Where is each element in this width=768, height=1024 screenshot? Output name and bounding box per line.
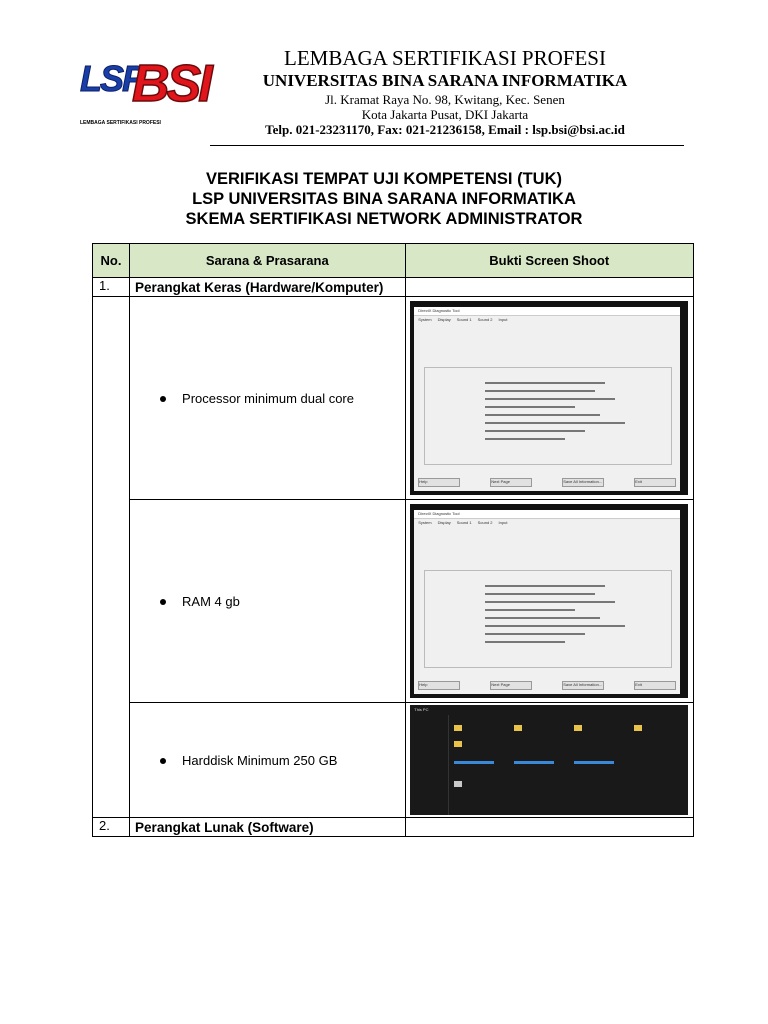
address-line-2: Kota Jakarta Pusat, DKI Jakarta (361, 107, 529, 122)
header-no: No. (93, 244, 130, 278)
doc-title-line-2: LSP UNIVERSITAS BINA SARANA INFORMATIKA (192, 190, 576, 208)
table-row (93, 500, 694, 703)
header-facility: Sarana & Prasarana (130, 244, 405, 278)
table-row (93, 297, 694, 500)
doc-title-line-1: VERIFIKASI TEMPAT UJI KOMPETENSI (TUK) (206, 170, 562, 188)
list-item: Harddisk Minimum 250 GB (130, 703, 405, 818)
list-item: Processor minimum dual core (130, 297, 405, 500)
table-row (93, 703, 694, 818)
section-number: 1. (93, 278, 130, 297)
university-name: UNIVERSITAS BINA SARANA INFORMATIKA (262, 71, 628, 90)
bullet-icon (160, 758, 166, 764)
contact-line: Telp. 021-23231170, Fax: 021-21236158, Email : lsp.bsi@bsi.ac.id (265, 122, 625, 137)
dxdiag-screenshot: DirectX Diagnostic Tool System Display Sound 1 Sound 2 Input Help Next Page Save All Information... Exit (410, 504, 688, 698)
header-divider (210, 145, 684, 146)
lsp-bsi-logo (80, 55, 210, 138)
section-number: 2. (93, 818, 130, 837)
list-item: RAM 4 gb (130, 500, 405, 703)
bullet-icon (160, 396, 166, 402)
file-explorer-screenshot: This PC (410, 705, 688, 815)
address-line-1: Jl. Kramat Raya No. 98, Kwitang, Kec. Senen (325, 92, 565, 107)
doc-title-line-3: SKEMA SERTIFIKASI NETWORK ADMINISTRATOR (185, 210, 583, 228)
table-row (93, 818, 694, 837)
logo-lsp-text: LSP (80, 58, 145, 99)
bullet-icon (160, 599, 166, 605)
org-name: LEMBAGA SERTIFIKASI PROFESI (284, 46, 606, 70)
header-screenshot: Bukti Screen Shoot (405, 244, 694, 278)
dxdiag-screenshot: DirectX Diagnostic Tool System Display Sound 1 Sound 2 Input Help Next Page Save All Information... Exit (410, 301, 688, 495)
section-title: Perangkat Keras (Hardware/Komputer) (130, 278, 405, 297)
verification-table (92, 243, 694, 837)
table-row (93, 278, 694, 297)
table-header-row (93, 244, 694, 278)
logo-bsi-text: BSI (132, 55, 210, 113)
section-title: Perangkat Lunak (Software) (130, 818, 405, 837)
logo-caption: LEMBAGA SERTIFIKASI PROFESI (80, 120, 161, 126)
